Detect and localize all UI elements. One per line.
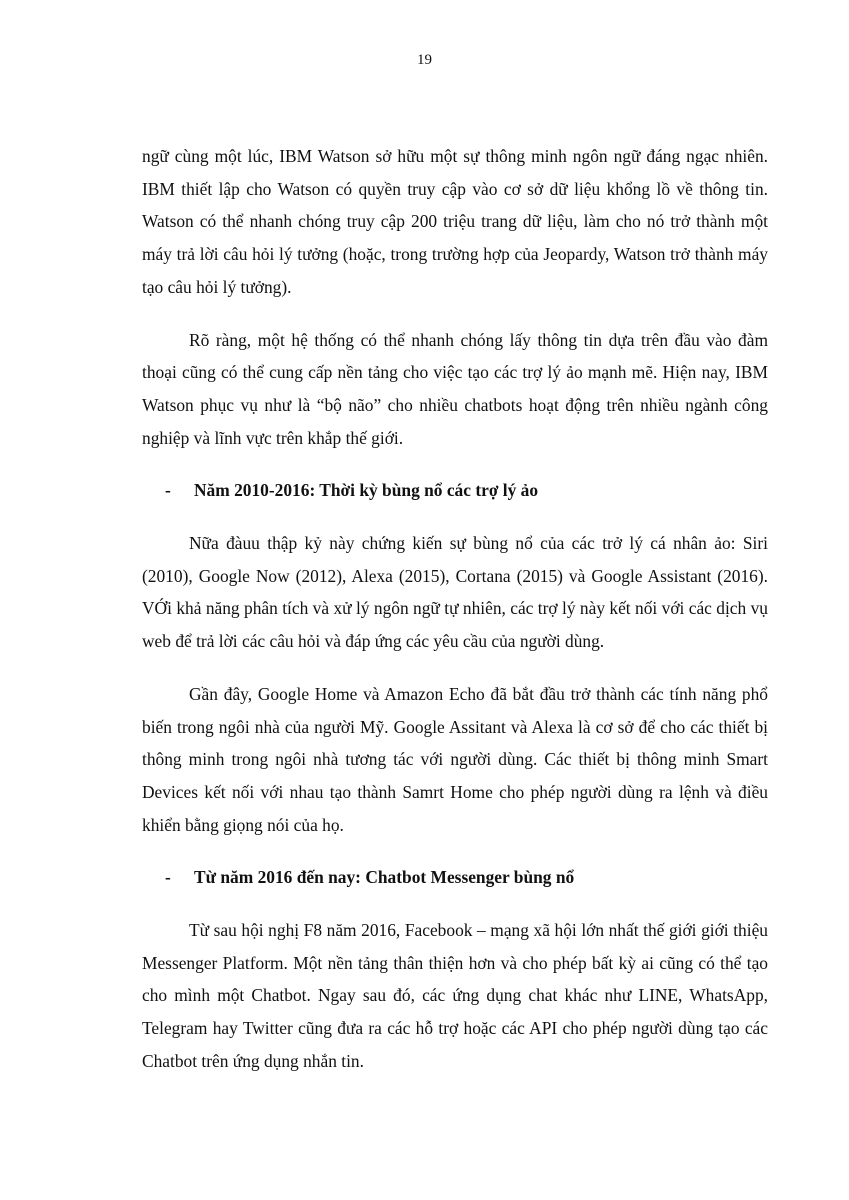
paragraph-watson-brain: Rõ ràng, một hệ thống có thể nhanh chóng lấy thông tin dựa trên đầu vào đàm thoại cũng có thể cung cấp nền tảng cho việc tạo các trợ lý ảo mạnh mẽ. Hiện nay, IBM Watson phục vụ như là “bộ não” cho nhiều chatbots hoạt động trên nhiều ngành công nghiệp và lĩnh vực trên khắp thế giới. [142,329,768,448]
section-heading-chatbot-messenger [142,861,768,894]
paragraph-watson-continued: ngữ cùng một lúc, IBM Watson sở hữu một sự thông minh ngôn ngữ đáng ngạc nhiên. IBM thiết lập cho Watson có quyền truy cập vào cơ sở dữ liệu khổng lồ về thông tin. Watson có thể nhanh chóng truy cập 200 triệu trang dữ liệu, làm cho nó trở thành một máy trả lời câu hỏi lý tưởng (hoặc, trong trường hợp của Jeopardy, Watson trở thành máy tạo câu hỏi lý tưởng). [142,146,768,297]
paragraph-messenger-platform: Từ sau hội nghị F8 năm 2016, Facebook – mạng xã hội lớn nhất thế giới giới thiệu Messenger Platform. Một nền tảng thân thiện hơn và cho phép bất kỳ ai cũng có thể tạo cho mình một Chatbot. Ngay sau đó, các ứng dụng chat khác như LINE, WhatsApp, Telegram hay Twitter cũng đưa ra các hỗ trợ hoặc các API cho phép người dùng tạo các Chatbot trên ứng dụng nhắn tin. [142,920,768,1071]
bullet-dash: - [165,867,171,888]
section-heading-virtual-assistants [142,474,768,507]
section-heading-text: Năm 2010-2016: Thời kỳ bùng nổ các trợ lý ảo [194,480,539,501]
page-number: 19 [417,52,432,68]
paragraph-smart-home: Gần đây, Google Home và Amazon Echo đã bắt đầu trở thành các tính năng phổ biến trong ngôi nhà của người Mỹ. Google Assitant và Alexa là cơ sở để cho các thiết bị thông minh trong ngôi nhà tương tác với người dùng. Các thiết bị thông minh Smart Devices kết nối với nhau tạo thành Samrt Home cho phép người dùng ra lệnh và điều khiển bằng giọng nói của họ. [142,683,768,835]
bullet-dash: - [165,480,171,501]
section-heading-text: Từ năm 2016 đến nay: Chatbot Messenger bùng nổ [194,867,575,888]
document-body [142,140,768,1098]
paragraph-assistants-boom: Nữa đàuu thập kỷ này chứng kiến sự bùng nổ của các trở lý cá nhân ảo: Siri (2010), Google Now (2012), Alexa (2015), Cortana (2015) và Google Assistant (2016). VỚi khả năng phân tích và xử lý ngôn ngữ tự nhiên, các trợ lý này kết nối với các dịch vụ web để trả lời các câu hỏi và đáp ứng các yêu cầu của người dùng. [142,533,768,652]
